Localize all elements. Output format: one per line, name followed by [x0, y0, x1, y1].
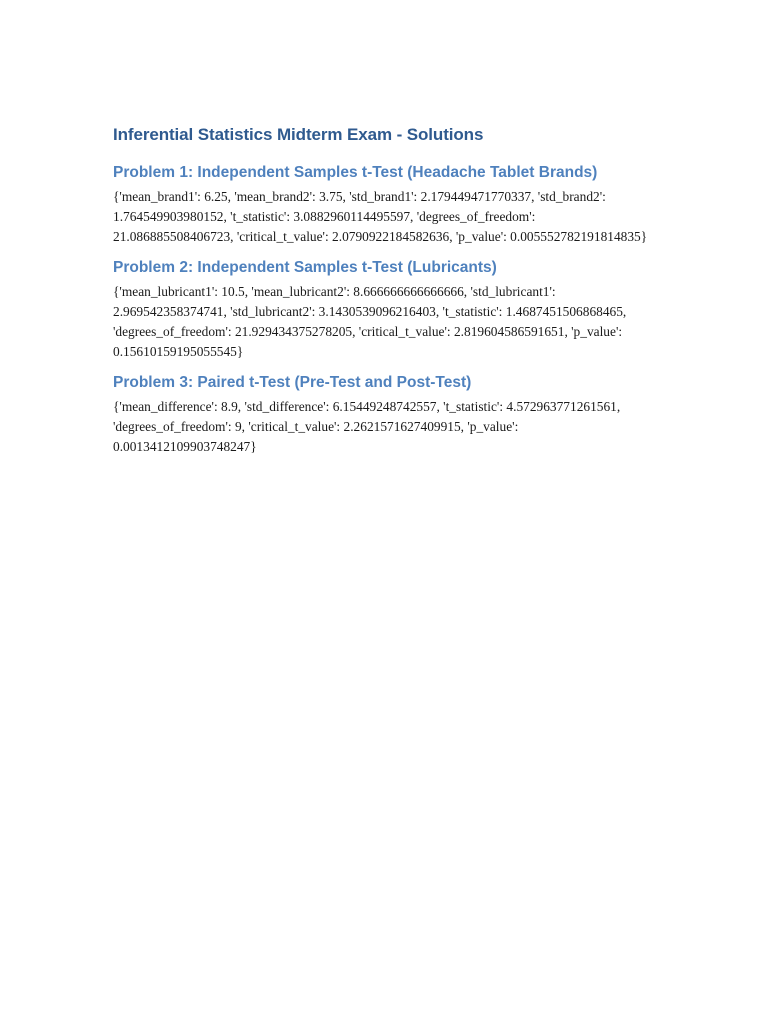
problem-3-section: [113, 372, 655, 457]
problem-1-section: [113, 162, 655, 247]
document-title: Inferential Statistics Midterm Exam - Solutions: [113, 125, 484, 144]
problem-1-heading: Problem 1: Independent Samples t-Test (Headache Tablet Brands): [113, 164, 598, 181]
problem-2-result: {'mean_lubricant1': 10.5, 'mean_lubricant2': 8.666666666666666, 'std_lubricant1': 2.969542358374741, 'std_lubricant2': 3.1430539096216403, 't_statistic': 1.4687451506868465, 'degrees_of_freedom': 21.929434375278205, 'critical_t_value': 2.819604586591651, 'p_value': 0.15610159195055545}: [113, 284, 627, 359]
problem-2-heading: Problem 2: Independent Samples t-Test (Lubricants): [113, 259, 497, 276]
problem-1-result: {'mean_brand1': 6.25, 'mean_brand2': 3.75, 'std_brand1': 2.179449471770337, 'std_brand2': 1.764549903980152, 't_statistic': 3.0882960114495597, 'degrees_of_freedom': 21.086885508406723, 'critical_t_value': 2.0790922184582636, 'p_value': 0.005552782191814835}: [113, 189, 648, 244]
problem-3-heading: Problem 3: Paired t-Test (Pre-Test and Post-Test): [113, 374, 472, 391]
problem-3-result: {'mean_difference': 8.9, 'std_difference': 6.15449248742557, 't_statistic': 4.572963771261561, 'degrees_of_freedom': 9, 'critical_t_value': 2.2621571627409915, 'p_value': 0.0013412109903748247}: [113, 399, 621, 454]
problem-2-section: [113, 257, 655, 362]
